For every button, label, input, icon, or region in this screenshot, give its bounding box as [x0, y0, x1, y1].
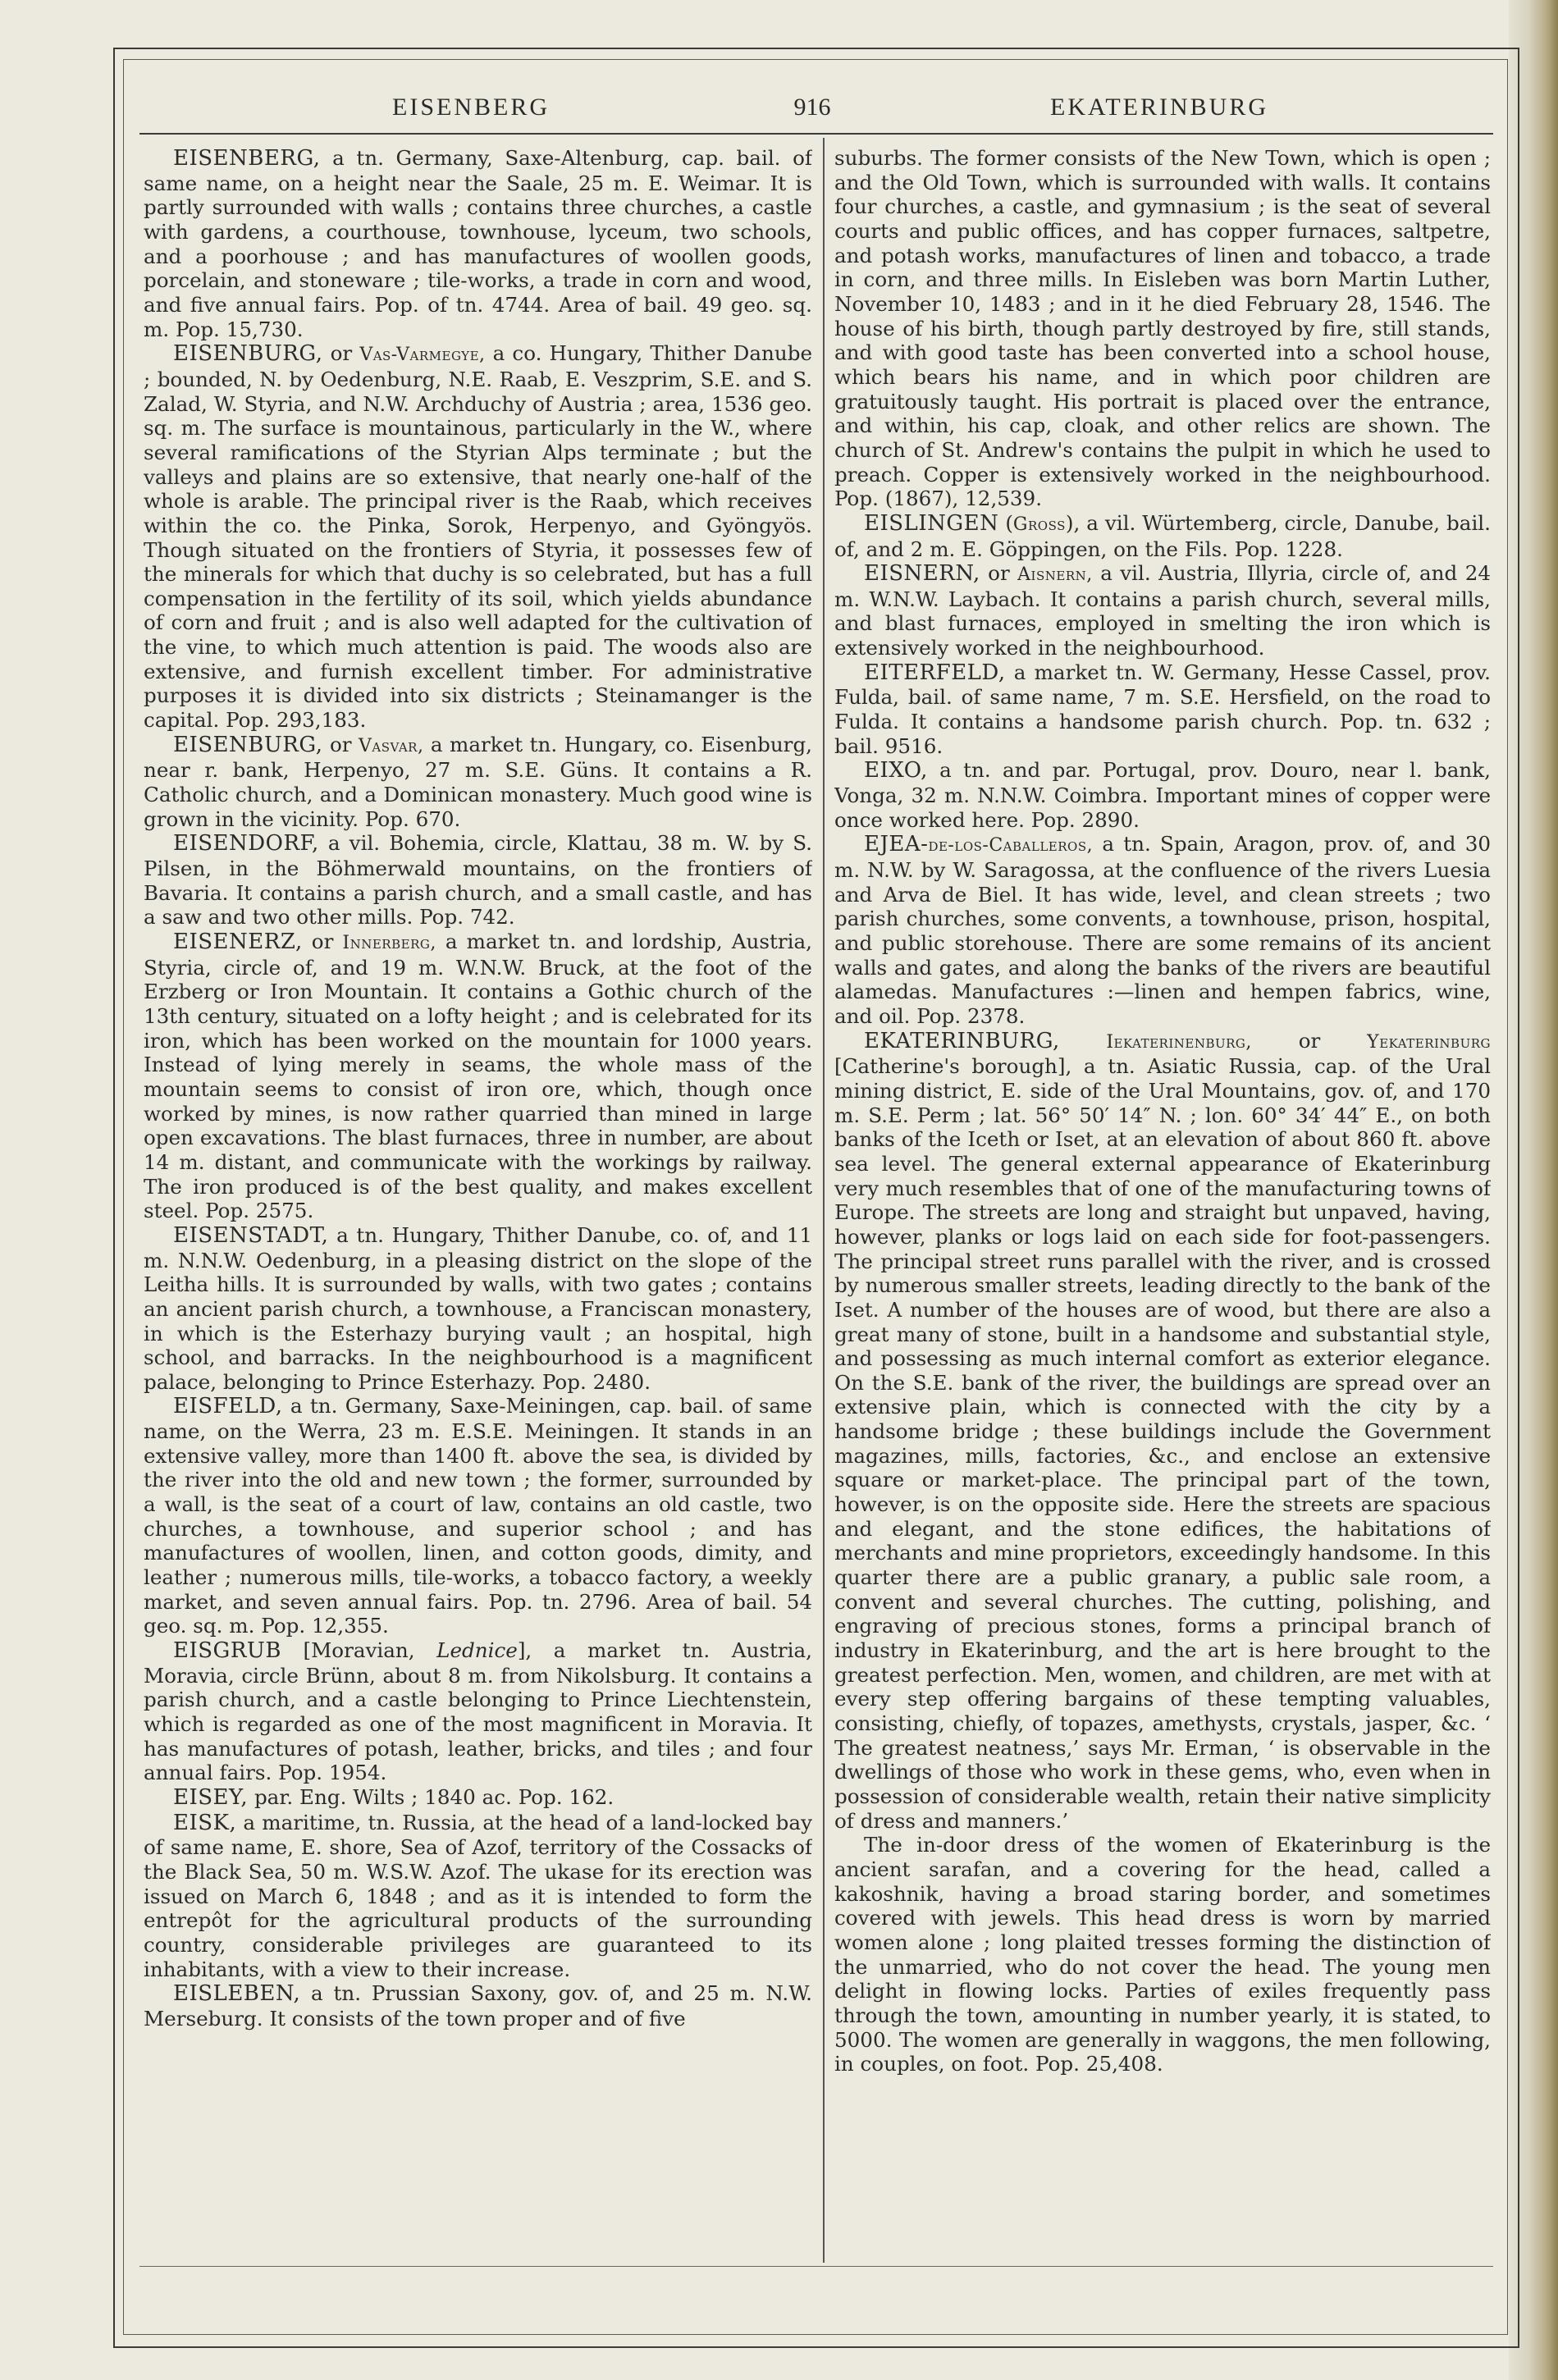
- entry: [144, 1223, 812, 1395]
- running-header: [131, 89, 1493, 131]
- entry-text: a vil. Bohemia, circle, Klattau, 38 m. W. by S. Pilsen, in the Böhmerwald mountains, on the frontiers of Bavaria. It contains a parish church, and a small castle, and has a saw and two other mills. Pop. 742.: [144, 831, 812, 930]
- header-rule: [139, 133, 1493, 135]
- entry: [144, 1394, 812, 1638]
- entry-headword: EIXO,: [864, 758, 928, 783]
- entry: [144, 1981, 812, 2031]
- header-right-title: EKATERINBURG: [1050, 94, 1268, 121]
- entry-headword: EISENSTADT,: [173, 1222, 329, 1248]
- entry-headword: EKATERINBURG,: [864, 1028, 1060, 1053]
- entry: EISGRUB [Moravian, Lednice], a market tn. Austria, Moravia, circle Brünn, about 8 m. from Nikolsburg. It contains a parish church, and a castle belonging to Prince Liechtenstein, which is regarded as one of the most magnificent in Moravia. It has manufactures of potash, leather, bricks, and tiles ; and four annual fairs. Pop. 1954.: [144, 1638, 812, 1785]
- column-divider: [823, 138, 825, 2263]
- entry-alt-name: Vas-Varmegye,: [359, 345, 486, 366]
- entry-text: a maritime, tn. Russia, at the head of a land-locked bay of same name, E. shore, Sea of Azof, territory of the Cossacks of the Black Sea, 50 m. W.S.W. Azof. The ukase for its erection was issued on March 6, 1848 ; and as it is intended to form the entrepôt for the agricultural products of the surrounding country, considerable privileges are guaranteed to its inhabitants, with a view to their increase.: [144, 1810, 812, 1981]
- entry: [834, 660, 1491, 759]
- entry-headword: EISLINGEN: [864, 510, 999, 536]
- entry-alt-name: Iekaterinenburg,: [1059, 1031, 1252, 1053]
- entry-headword: EISENBURG,: [173, 732, 323, 757]
- header-left-title: EISENBERG: [392, 94, 550, 121]
- entry-text: ], a market tn. Austria, Moravia, circle Brünn, about 8 m. from Nikolsburg. It contains a parish church, and a castle belonging to Prince Liechtenstein, which is regarded as one of the most magnificent in Moravia. It has manufactures of potash, leather, bricks, and tiles ; and four annual fairs. Pop. 1954.: [144, 1638, 812, 1785]
- entry-text: a market tn. and lordship, Austria, Styria, circle of, and 19 m. W.N.W. Bruck, at the foot of the Erzberg or Iron Mountain. It contains a Gothic church of the 13th century, situated on a lofty height ; and is celebrated for its iron, which has been worked on the mountain for 1000 years. Instead of lying merely in seams, the whole mass of the mountain seems to consist of iron ore, which, though once worked by mines, is now rather quarried than mined in large open excavations. The blast furnaces, three in number, are about 14 m. distant, and communicate with the workings by railway. The iron produced is of the best quality, and makes excellent steel. Pop. 2575.: [144, 930, 812, 1223]
- entry: EISLINGEN (Gross), a vil. Würtemberg, circle, Danube, bail. of, and 2 m. E. Göppingen, on the Fils. Pop. 1228.: [834, 510, 1491, 561]
- entry: EISENERZ, or Innerberg, a market tn. and lordship, Austria, Styria, circle of, and 19 m. W.N.W. Bruck, at the foot of the Erzberg or Iron Mountain. It contains a Gothic church of the 13th century, situated on a lofty height ; and is celebrated for its iron, which has been worked on the mountain for 1000 years. Instead of lying merely in seams, the whole mass of the mountain seems to consist of iron ore, which, though once worked by mines, is now rather quarried than mined in large open excavations. The blast furnaces, three in number, are about 14 m. distant, and communicate with the workings by railway. The iron produced is of the best quality, and makes excellent steel. Pop. 2575.: [144, 930, 812, 1223]
- entry-headword: EISNERN,: [864, 561, 980, 587]
- entry-text: a tn. Germany, Saxe-Meiningen, cap. bail. of same name, on the Werra, 23 m. E.S.E. Meiningen. It stands in an extensive valley, more than 1400 ft. above the sea, is divided by the river into the old and new town ; the former, surrounded by a wall, is the seat of a court of law, contains an old castle, two churches, a townhouse, and superior school ; and has manufactures of woollen, linen, and cotton goods, dimity, and leather ; numerous mills, tile-works, a tobacco factory, a weekly market, and seven annual fairs. Pop. tn. 2796. Area of bail. 54 geo. sq. m. Pop. 12,355.: [144, 1394, 812, 1638]
- entry-headword: EISENBURG,: [173, 341, 323, 367]
- entry-text: par. Eng. Wilts ; 1840 ac. Pop. 162.: [248, 1784, 615, 1809]
- entry-headword: EISENBERG,: [173, 146, 321, 171]
- entry-headword: EISENERZ,: [173, 930, 303, 954]
- entry-text: a market tn. Hungary, co. Eisenburg, near r. bank, Herpenyo, 27 m. S.E. Güns. It contains a R. Catholic church, and a Dominican monastery. Much good wine is grown in the vicinity. Pop. 670.: [144, 732, 812, 831]
- entry: [144, 831, 812, 930]
- entry-paragraph: [834, 1833, 1491, 2076]
- entry-text: a tn. Prussian Saxony, gov. of, and 25 m. N.W. Merseburg. It consists of the town proper and of five: [144, 1981, 812, 2031]
- entry-text: a co. Hungary, Thither Danube ; bounded, N. by Oedenburg, N.E. Raab, E. Veszprim, S.E. and S. Zalad, W. Styria, and N.W. Archduchy of Austria ; area, 1536 geo. sq. m. The surface is mountainous, particularly in the W., where several ramifications of the Styrian Alps terminate ; but the valleys and plains are so extensive, that nearly one-half of the whole is arable. The principal river is the Raab, which receives within the co. the Pinka, Sorok, Herpenyo, and Gyöngyös. Though situated on the frontiers of Styria, it possesses few of the minerals for which that duchy is so celebrated, but has a full compensation in the fertility of its soil, which yields abundance of corn and fruit ; and is also well adapted for the cultivation of the vine, to which much attention is paid. The woods also are extensive, and furnish excellent timber. For administrative purposes it is divided into six districts ; Steinamanger is the capital. Pop. 293,183.: [144, 341, 812, 733]
- entry-alt-name: Gross: [1012, 514, 1066, 535]
- entry-headword: EISK,: [173, 1810, 237, 1835]
- entry: EISENBURG, or Vasvar, a market tn. Hungary, co. Eisenburg, near r. bank, Herpenyo, 27 m. S.E. Güns. It contains a R. Catholic church, and a Dominican monastery. Much good wine is grown in the vicinity. Pop. 670.: [144, 732, 812, 831]
- entry-text: a vil. Austria, Illyria, circle of, and 24 m. W.N.W. Laybach. It contains a parish church, several mills, and blast furnaces, employed in smelting the iron which is extensively worked in the neighbourhood.: [834, 561, 1491, 660]
- entry: [144, 1785, 812, 1811]
- entry-continuation: suburbs. The former consists of the New Town, which is open ; and the Old Town, which is surrounded with walls. It contains four churches, a castle, and gymnasium ; is the seat of several courts and public offices, and has copper furnaces, saltpetre, and potash works, manufactures of linen and tobacco, a trade in corn, and three mills. In Eisleben was born Martin Luther, November 10, 1483 ; and in it he died February 28, 1546. The house of his birth, though partly destroyed by fire, still stands, and with good taste has been converted into a school house, which bears his name, and in which poor children are gratuitously taught. His portrait is placed over the entrance, and within, his cap, cloak, and other relics are shown. The church of St. Andrew's contains the pulpit in which he used to preach. Copper is extensively worked in the neighbourhood. Pop. (1867), 12,539.: [834, 146, 1491, 511]
- entry: EISNERN, or Aisnern, a vil. Austria, Illyria, circle of, and 24 m. W.N.W. Laybach. It contains a parish church, several mills, and blast furnaces, employed in smelting the iron which is extensively worked in the neighbourhood.: [834, 561, 1491, 660]
- entry-text: a tn. Spain, Aragon, prov. of, and 30 m. N.W. by W. Saragossa, at the confluence of the rivers Luesia and Arva de Biel. It has wide, level, and clean streets ; two parish churches, some convents, a townhouse, prison, hospital, and public storehouse. There are some remains of its ancient walls and gates, and along the banks of the rivers are beautiful alamedas. Manufactures :—linen and hempen fabrics, wine, and oil. Pop. 2378.: [834, 832, 1491, 1028]
- bottom-rule: [139, 2266, 1493, 2267]
- entry-alt-name: Aisnern,: [1017, 564, 1093, 586]
- entry-headword: EISENDORF,: [173, 831, 319, 857]
- page-number: 916: [793, 94, 831, 121]
- entry: [834, 832, 1491, 1028]
- right-column: [834, 146, 1491, 2254]
- entry-headword: EITERFELD,: [864, 660, 1006, 685]
- entry-alt-name: Lednice: [436, 1638, 518, 1663]
- left-column: [144, 146, 812, 2254]
- entry-alt-name: Innerberg,: [342, 933, 436, 953]
- entry-text: a market tn. W. Germany, Hesse Cassel, prov. Fulda, bail. of same name, 7 m. S.E. Hersfield, on the road to Fulda. It contains a handsome parish church. Pop. tn. 632 ; bail. 9516.: [834, 660, 1491, 758]
- entry-alt-name: Vasvar,: [359, 735, 424, 756]
- entry-text: a tn. and par. Portugal, prov. Douro, near l. bank, Vonga, 32 m. N.N.W. Coimbra. Important mines of copper were once worked here. Pop. 2890.: [834, 758, 1491, 832]
- entry: [834, 758, 1491, 832]
- entry-text: a tn. Germany, Saxe-Altenburg, cap. bail. of same name, on a height near the Saale, 25 m. E. Weimar. It is partly surrounded with walls ; contains three churches, a castle with gardens, a courthouse, townhouse, lyceum, two schools, and a poorhouse ; and has manufactures of woollen goods, porcelain, and stoneware ; tile-works, a trade in corn and wood, and five annual fairs. Pop. of tn. 4744. Area of bail. 49 geo. sq. m. Pop. 15,730.: [144, 146, 812, 341]
- entry-headword: EISLEBEN,: [173, 1981, 301, 2007]
- entry-text: ), a vil. Würtemberg, circle, Danube, bail. of, and 2 m. E. Göppingen, on the Fils. Pop. 1228.: [834, 510, 1491, 561]
- entry-headword: EISGRUB: [173, 1638, 281, 1664]
- entry-text: The in-door dress of the women of Ekaterinburg is the ancient sarafan, and a covering for the head, called a kakoshnik, having a broad staring border, and sometimes covered with jewels. This head dress is worn by married women alone ; long plaited tresses forming the distinction of the unmarried, who do not cover the head. The young men delight in flowing locks. Parties of exiles frequently pass through the town, amounting in number yearly, it is stated, to 5000. The women are generally in waggons, the men following, in couples, on foot. Pop. 25,408.: [834, 1833, 1491, 2076]
- entry-headword: EISEY,: [173, 1784, 249, 1810]
- entry: EKATERINBURG, Iekaterinenburg, or Yekaterinburg [Catherine's borough], a tn. Asiatic Russia, cap. of the Ural mining district, E. side of the Ural Mountains, gov. of, and 170 m. S.E. Perm ; lat. 56° 50′ 14″ N. ; lon. 60° 34′ 44″ E., on both banks of the Iceth or Iset, at an elevation of about 860 ft. above sea level. The general external appearance of Ekaterinburg very much resembles that of one of the manufacturing towns of Europe. The streets are long and straight but unpaved, having, however, planks or logs laid on each side for foot-passengers. The principal street runs parallel with the river, and is crossed by numerous smaller streets, leading directly to the bank of the Iset. A number of the houses are of wood, but there are also a great many of stone, built in a handsome and substantial style, and possessing as much internal comfort as exterior elegance. On the S.E. bank of the river, the buildings are spread over an extensive plain, which is connected with the city by a handsome bridge ; these buildings include the Government magazines, mills, factories, &c., and enclose an extensive square or market-place. The principal part of the town, however, is on the opposite side. Here the streets are spacious and elegant, and the stone edifices, the habitations of merchants and mine proprietors, exceedingly handsome. In this quarter there are a public granary, a public sale room, a convent and several churches. The cutting, polishing, and engraving of precious stones, forms a principal branch of industry in Ekaterinburg, and the art is here brought to the greatest perfection. Men, women, and children, are met with at every step offering bargains of these tempting valuables, consisting, chiefly, of topazes, amethysts, crystals, jasper, &c. ‘ The greatest neatness,’ says Mr. Erman, ‘ is observable in the dwellings of those who work in these gems, who, even when in possession of considerable wealth, retain their native simplicity of dress and manners.’: [834, 1028, 1491, 1833]
- entry-headword: EJEA-: [864, 832, 929, 857]
- entry: [144, 146, 812, 341]
- entry-text: [Catherine's borough], a tn. Asiatic Russia, cap. of the Ural mining district, E. side of the Ural Mountains, gov. of, and 170 m. S.E. Perm ; lat. 56° 50′ 14″ N. ; lon. 60° 34′ 44″ E., on both banks of the Iceth or Iset, at an elevation of about 860 ft. above sea level. The general external appearance of Ekaterinburg very much resembles that of one of the manufacturing towns of Europe. The streets are long and straight but unpaved, having, however, planks or logs laid on each side for foot-passengers. The principal street runs parallel with the river, and is crossed by numerous smaller streets, leading directly to the bank of the Iset. A number of the houses are of wood, but there are also a great many of stone, built in a handsome and substantial style, and possessing as much internal comfort as exterior elegance. On the S.E. bank of the river, the buildings are spread over an extensive plain, which is connected with the city by a handsome bridge ; these buildings include the Government magazines, mills, factories, &c., and enclose an extensive square or market-place. The principal part of the town, however, is on the opposite side. Here the streets are spacious and elegant, and the stone edifices, the habitations of merchants and mine proprietors, exceedingly handsome. In this quarter there are a public granary, a public sale room, a convent and several churches. The cutting, polishing, and engraving of precious stones, forms a principal branch of industry in Ekaterinburg, and the art is here brought to the greatest perfection. Men, women, and children, are met with at every step offering bargains of these tempting valuables, consisting, chiefly, of topazes, amethysts, crystals, jasper, &c. ‘ The greatest neatness,’ says Mr. Erman, ‘ is observable in the dwellings of those who work in these gems, who, even when in possession of considerable wealth, retain their native simplicity of dress and manners.’: [834, 1054, 1491, 1833]
- entry-text: a tn. Hungary, Thither Danube, co. of, and 11 m. N.N.W. Oedenburg, in a pleasing district on the slope of the Leitha hills. It is surrounded by walls, with two gates ; contains an ancient parish church, a townhouse, a Franciscan monastery, in which is the Esterhazy burying vault ; an hospital, high school, and barracks. In the neighbourhood is a magnificent palace, belonging to Prince Esterhazy. Pop. 2480.: [144, 1222, 812, 1394]
- entry-headword: EISFELD,: [173, 1394, 283, 1419]
- entry-alt-name: de-los-Caballeros,: [928, 835, 1094, 857]
- entry-alt-name: Yekaterinburg: [1367, 1031, 1491, 1053]
- entry: EISENBURG, or Vas-Varmegye, a co. Hungary, Thither Danube ; bounded, N. by Oedenburg, N.E. Raab, E. Veszprim, S.E. and S. Zalad, W. Styria, and N.W. Archduchy of Austria ; area, 1536 geo. sq. m. The surface is mountainous, particularly in the W., where several ramifications of the Styrian Alps terminate ; but the valleys and plains are so extensive, that nearly one-half of the whole is arable. The principal river is the Raab, which receives within the co. the Pinka, Sorok, Herpenyo, and Gyöngyös. Though situated on the frontiers of Styria, it possesses few of the minerals for which that duchy is so celebrated, but has a full compensation in the fertility of its soil, which yields abundance of corn and fruit ; and is also well adapted for the cultivation of the vine, to which much attention is paid. The woods also are extensive, and furnish excellent timber. For administrative purposes it is divided into six districts ; Steinamanger is the capital. Pop. 293,183.: [144, 341, 812, 733]
- entry: [144, 1811, 812, 1982]
